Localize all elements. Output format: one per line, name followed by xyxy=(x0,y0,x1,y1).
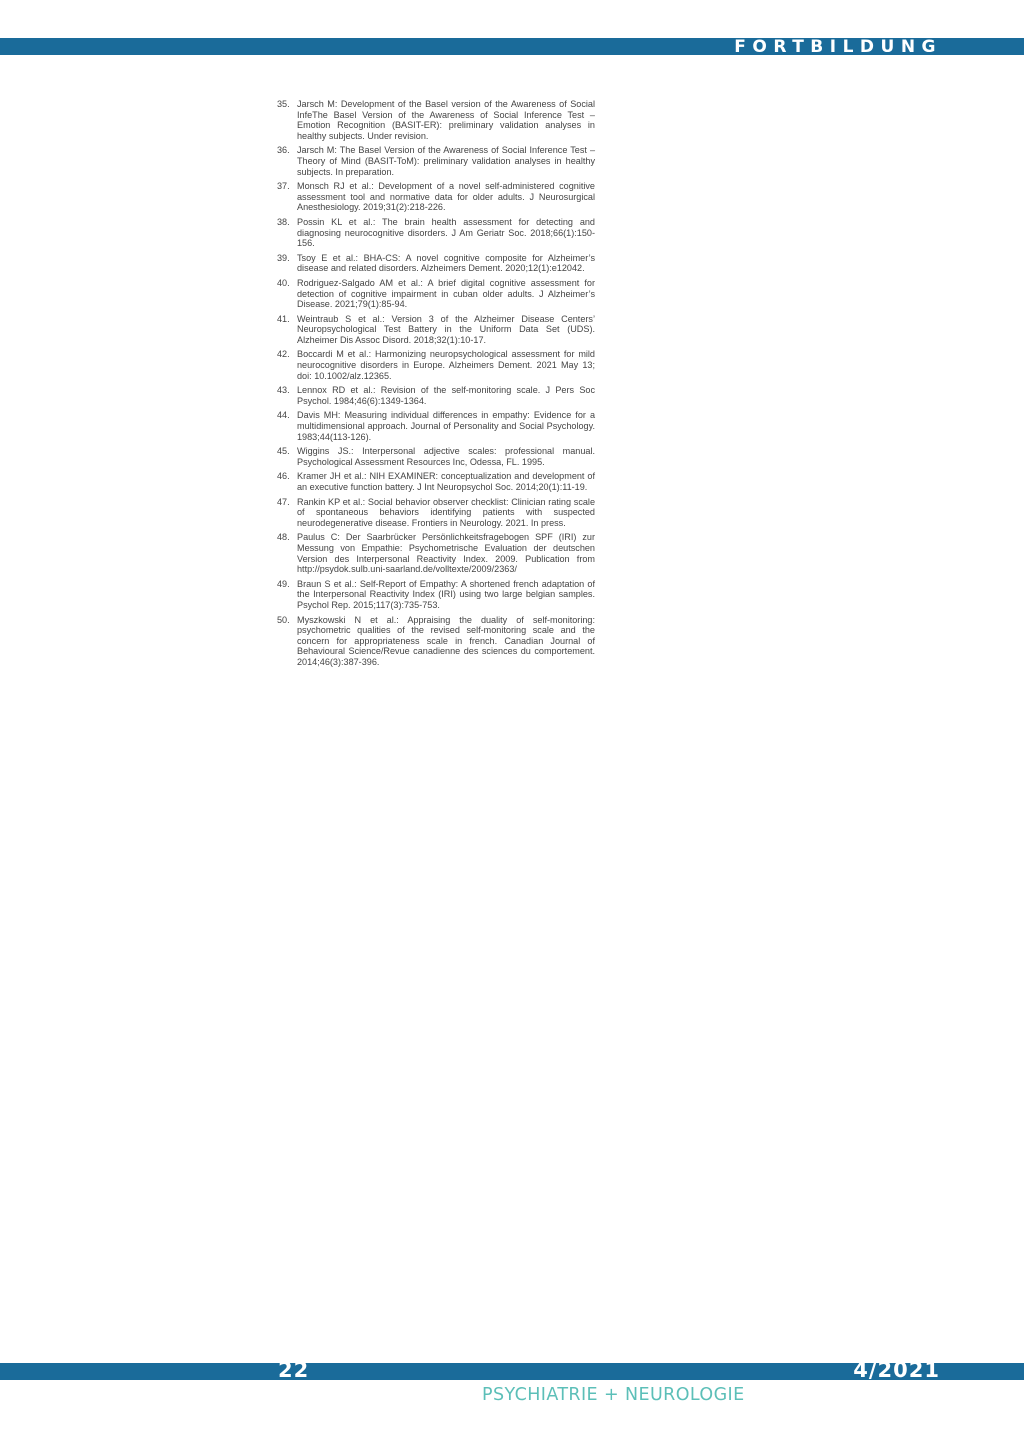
reference-number: 45. xyxy=(277,446,290,457)
reference-item xyxy=(277,385,595,406)
reference-item xyxy=(277,253,595,274)
reference-number: 48. xyxy=(277,532,290,543)
reference-text: Possin KL et al.: The brain health assessment for detecting and diagnosing neurocognitive disorders. J Am Geriatr Soc. 2018;66(1):150-156. xyxy=(297,216,595,249)
reference-text: Lennox RD et al.: Revision of the self-monitoring scale. J Pers Soc Psychol. 1984;46(6):1349-1364. xyxy=(297,385,595,406)
reference-number: 49. xyxy=(277,578,290,589)
reference-number: 35. xyxy=(277,99,290,109)
reference-text: Myszkowski N et al.: Appraising the duality of self-monitoring: psychometric qualities of the revised self-monitoring scale and the concern for appropriateness scale in french. Canadian Journal of Behavioural Science/Revue canadienne des sciences du comportement. 2014;46(3):387-396. xyxy=(297,614,595,667)
reference-number: 36. xyxy=(277,145,290,156)
journal-title: PSYCHIATRIE + NEUROLOGIE xyxy=(482,1385,745,1405)
reference-text: Davis MH: Measuring individual differences in empathy: Evidence for a multidimensional approach. Journal of Personality and Social Psychology. 1983;44(113-126). xyxy=(297,410,595,442)
reference-text: Monsch RJ et al.: Development of a novel self-administered cognitive assessment tool and normative data for older adults. J Neurosurgical Anesthesiology. 2019;31(2):218-226. xyxy=(297,181,595,213)
reference-text: Weintraub S et al.: Version 3 of the Alzheimer Disease Centers’ Neuropsychological Test Battery in the Uniform Data Set (UDS). Alzheimer Dis Assoc Disord. 2018;32(1):10-17. xyxy=(297,313,595,345)
reference-text: Boccardi M et al.: Harmonizing neuropsychological assessment for mild neurocognitive disorders in Europe. Alzheimers Dement. 2021 May 13; doi: 10.1002/alz.12365. xyxy=(297,349,595,381)
reference-number: 47. xyxy=(277,496,290,507)
reference-item xyxy=(277,579,595,611)
reference-number: 37. xyxy=(277,181,290,192)
reference-item xyxy=(277,278,595,310)
reference-number: 42. xyxy=(277,349,290,360)
reference-text: Rankin KP et al.: Social behavior observer checklist: Clinician rating scale of spontaneous behaviors identifying patients with suspected neurodegenerative disease. Frontiers in Neurology. 2021. In press. xyxy=(297,496,595,528)
reference-item xyxy=(277,181,595,213)
reference-number: 41. xyxy=(277,313,290,324)
reference-number: 43. xyxy=(277,385,290,396)
reference-number: 38. xyxy=(277,216,290,227)
reference-number: 44. xyxy=(277,410,290,421)
reference-item xyxy=(277,145,595,177)
reference-item xyxy=(277,410,595,442)
reference-item xyxy=(277,349,595,381)
reference-item xyxy=(277,99,595,141)
reference-text: Wiggins JS.: Interpersonal adjective scales: professional manual. Psychological Assessment Resources Inc, Odessa, FL. 1995. xyxy=(297,446,595,467)
reference-item xyxy=(277,532,595,574)
reference-text: Kramer JH et al.: NIH EXAMINER: conceptualization and development of an executive function battery. J Int Neuropsychol Soc. 2014;20(1):11-19. xyxy=(297,471,595,492)
reference-item xyxy=(277,314,595,346)
reference-number: 50. xyxy=(277,614,290,625)
reference-number: 39. xyxy=(277,252,290,263)
reference-text: Tsoy E et al.: BHA-CS: A novel cognitive composite for Alzheimer’s disease and related disorders. Alzheimers Dement. 2020;12(1):e12042. xyxy=(297,252,595,274)
reference-item xyxy=(277,471,595,492)
page-number: 22 xyxy=(278,1358,310,1382)
reference-number: 46. xyxy=(277,471,290,482)
reference-item xyxy=(277,217,595,249)
reference-text: Rodriguez-Salgado AM et al.: A brief digital cognitive assessment for detection of cognitive impairment in cuban older adults. J Alzheimer’s Disease. 2021;79(1):85-94. xyxy=(297,277,595,310)
reference-item xyxy=(277,615,595,668)
issue-number: 4/2021 xyxy=(853,1358,940,1382)
reference-text: Braun S et al.: Self-Report of Empathy: A shortened french adaptation of the Interpersonal Reactivity Index (IRI) using two large belgian samples. Psychol Rep. 2015;117(3):735-753. xyxy=(297,578,595,610)
reference-text: Jarsch M: Development of the Basel version of the Awareness of Social InfeThe Basel Version of the Awareness of Social Inference Test – Emotion Recognition (BASIT-ER): preliminary validation analyses in healthy subjects. Under revision. xyxy=(297,99,595,141)
section-title: FORTBILDUNG xyxy=(734,37,942,57)
reference-item xyxy=(277,497,595,529)
reference-text: Jarsch M: The Basel Version of the Awareness of Social Inference Test – Theory of Mind (BASIT-ToM): preliminary validation analyses in healthy subjects. In preparation. xyxy=(297,145,595,177)
reference-number: 40. xyxy=(277,277,290,288)
reference-text: Paulus C: Der Saarbrücker Persönlichkeitsfragebogen SPF (IRI) zur Messung von Empathie: Psychometrische Evaluation der deutschen Version des Interpersonal Reactivity Index. 2009. Publication from http://psydok.sulb.uni-saarland.de/volltexte/2009/2363/ xyxy=(297,532,595,575)
reference-list xyxy=(277,99,595,672)
reference-item xyxy=(277,446,595,467)
